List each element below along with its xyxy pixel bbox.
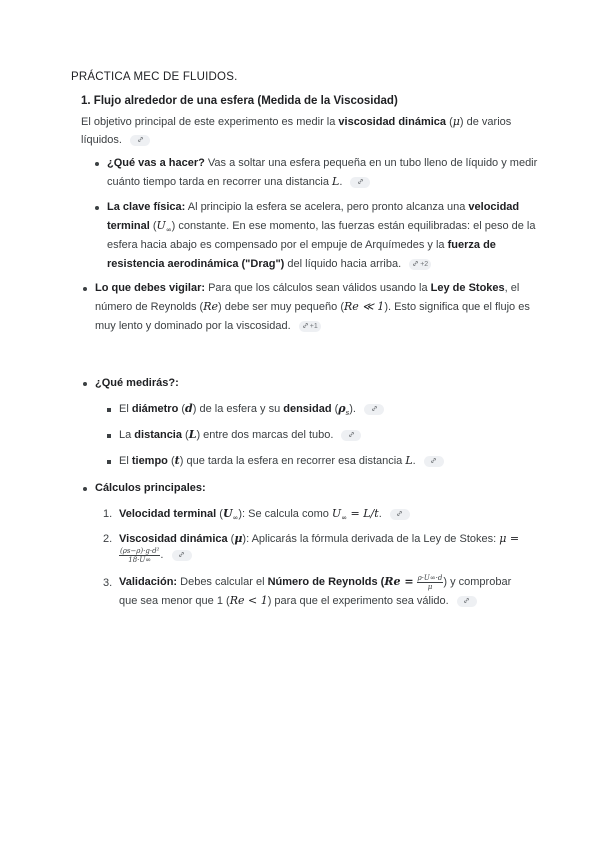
bullet-square — [107, 434, 111, 438]
section-heading: 1. Flujo alrededor de una esfera (Medida de la Viscosidad) — [81, 95, 398, 107]
calc-step-validation-line-1: Validación: Debes calcular el Número de Reynolds (Re = $\frac{\rho\cdot U\infty\cdot d}{\mu}$ ) y comprobar — [119, 573, 512, 591]
bullet-key-physics-line-4: resistencia aerodinámica ("Drag") del líquido hacia arriba. +2 — [107, 256, 431, 272]
bullet-what-to-do-line-1: ¿Qué vas a hacer? Vas a soltar una esfera pequeña en un tubo lleno de líquido y medir — [107, 157, 538, 169]
source-link-icon[interactable] — [424, 456, 444, 467]
bullet-measure-heading: ¿Qué medirás?: — [95, 377, 179, 389]
source-link-icon[interactable] — [364, 404, 384, 415]
stokes-formula: $\frac{\text{(ρs−ρ)·g·d²}}{18\cdot U\infty}$ . — [119, 546, 192, 564]
calc-step-terminal-velocity: Velocidad terminal $(U_\infty)$: Se calcula como $U_\infty = L/t$. — [119, 506, 410, 526]
bullet-what-to-do-line-2: cuánto tiempo tarda en recorrer una distancia L. — [107, 174, 370, 190]
bullet-dot — [83, 287, 87, 291]
bullet-watch-line-3: muy lento y dominado por la viscosidad. +1 — [95, 318, 321, 334]
bullet-dot — [95, 206, 99, 210]
source-link-icon[interactable] — [457, 596, 477, 607]
document-title: PRÁCTICA MEC DE FLUIDOS. — [71, 71, 238, 83]
source-link-icon[interactable] — [341, 430, 361, 441]
bullet-key-physics-line-1: La clave física: Al principio la esfera se acelera, pero pronto alcanza una velocidad — [107, 201, 520, 213]
bullet-key-physics-line-2: terminal $(U_\infty)$ constante. En ese momento, las fuerzas están equilibradas: el peso de la — [107, 219, 536, 235]
measure-item-diameter: El diámetro (d) de la esfera y su densidad $(\rho_s)$. — [119, 401, 384, 421]
bullet-square — [107, 460, 111, 464]
stokes-fraction: $\frac{\text{(ρs−ρ)·g·d²}}{18\cdot U\infty}$ — [120, 546, 160, 564]
bullet-dot — [83, 382, 87, 386]
step-number: 2. — [103, 533, 113, 545]
bullet-dot — [83, 487, 87, 491]
calc-step-dynamic-viscosity: Viscosidad dinámica (μ): Aplicarás la fórmula derivada de la Ley de Stokes: μ = — [119, 532, 520, 545]
bullet-dot — [95, 162, 99, 166]
source-link-icon[interactable] — [172, 550, 192, 561]
source-link-icon[interactable] — [350, 177, 370, 188]
measure-item-distance: La distancia (L) entre dos marcas del tubo. — [119, 427, 361, 443]
intro-line-1: El objetivo principal de este experimento es medir la viscosidad dinámica (μ) de varios — [81, 115, 512, 128]
source-link-icon[interactable] — [390, 509, 410, 520]
bullet-watch-line-2: número de Reynolds (Re) debe ser muy pequeño (Re ≪ 1). Esto significa que el flujo es — [95, 300, 530, 313]
bullet-calculations-heading: Cálculos principales: — [95, 482, 206, 494]
source-link-icon[interactable]: +1 — [299, 321, 321, 332]
reynolds-fraction: $\frac{\rho\cdot U\infty\cdot d}{\mu}$ — [417, 573, 443, 591]
bullet-square — [107, 408, 111, 412]
calc-step-validation-line-2: que sea menor que 1 (Re < 1) para que el experimento sea válido. — [119, 593, 477, 609]
source-link-icon[interactable] — [130, 135, 150, 146]
source-link-icon[interactable]: +2 — [409, 259, 431, 270]
step-number: 1. — [103, 508, 113, 520]
bullet-watch-line-1: Lo que debes vigilar: Para que los cálculos sean válidos usando la Ley de Stokes, el — [95, 282, 520, 294]
intro-line-2: líquidos. — [81, 132, 150, 148]
step-number: 3. — [103, 577, 113, 589]
bullet-key-physics-line-3: esfera hacia abajo es compensado por el empuje de Arquímedes y la fuerza de — [107, 239, 496, 251]
measure-item-time: El tiempo (t) que tarda la esfera en recorrer esa distancia L. — [119, 453, 444, 469]
